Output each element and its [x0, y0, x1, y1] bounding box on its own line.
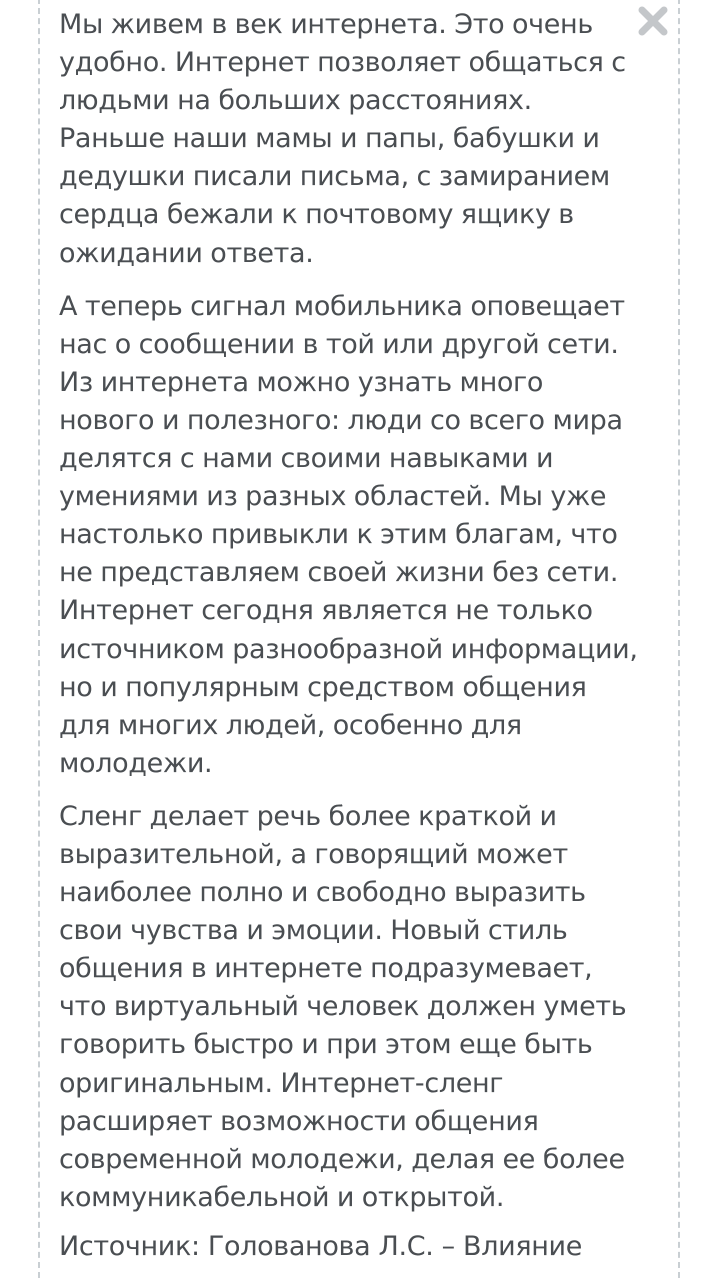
reading-text: [59, 6, 639, 1232]
paragraph-2: А теперь сигнал мобильника оповещает нас о сообщении в той или другой сети. Из интернета можно узнать много нового и полезного: люди со всего мира делятся с нами своими навыками и умениями из разных областей. Мы уже настолько привыкли к этим благам, что не представляем своей жизни без сети. Интернет сегодня является не только источником разнообразной информации, но и популярным средством общения для многих людей, особенно для молодежи.: [59, 290, 638, 779]
close-x-icon: [636, 4, 670, 38]
source-citation: Источник: Голованова Л.С. – Влияние: [59, 1231, 582, 1262]
paragraph-3: Сленг делает речь более краткой и выразительной, а говорящий может наиболее полно и свободно выразить свои чувства и эмоции. Новый стиль общения в интернете подразумевает, что виртуальный человек должен уметь говорить быстро и при этом еще быть оригинальным. Интернет-сленг расширяет возможности общения современной молодежи, делая ее более коммуникабельной и открытой.: [59, 800, 627, 1213]
paragraph-1: Мы живем в век интернета. Это очень удобно. Интернет позволяет общаться с людьми на больших расстояниях. Раньше наши мамы и папы, бабушки и дедушки писали письма, с замиранием сердца бежали к почтовому ящику в ожидании ответа.: [59, 9, 626, 269]
close-button[interactable]: [636, 4, 670, 38]
